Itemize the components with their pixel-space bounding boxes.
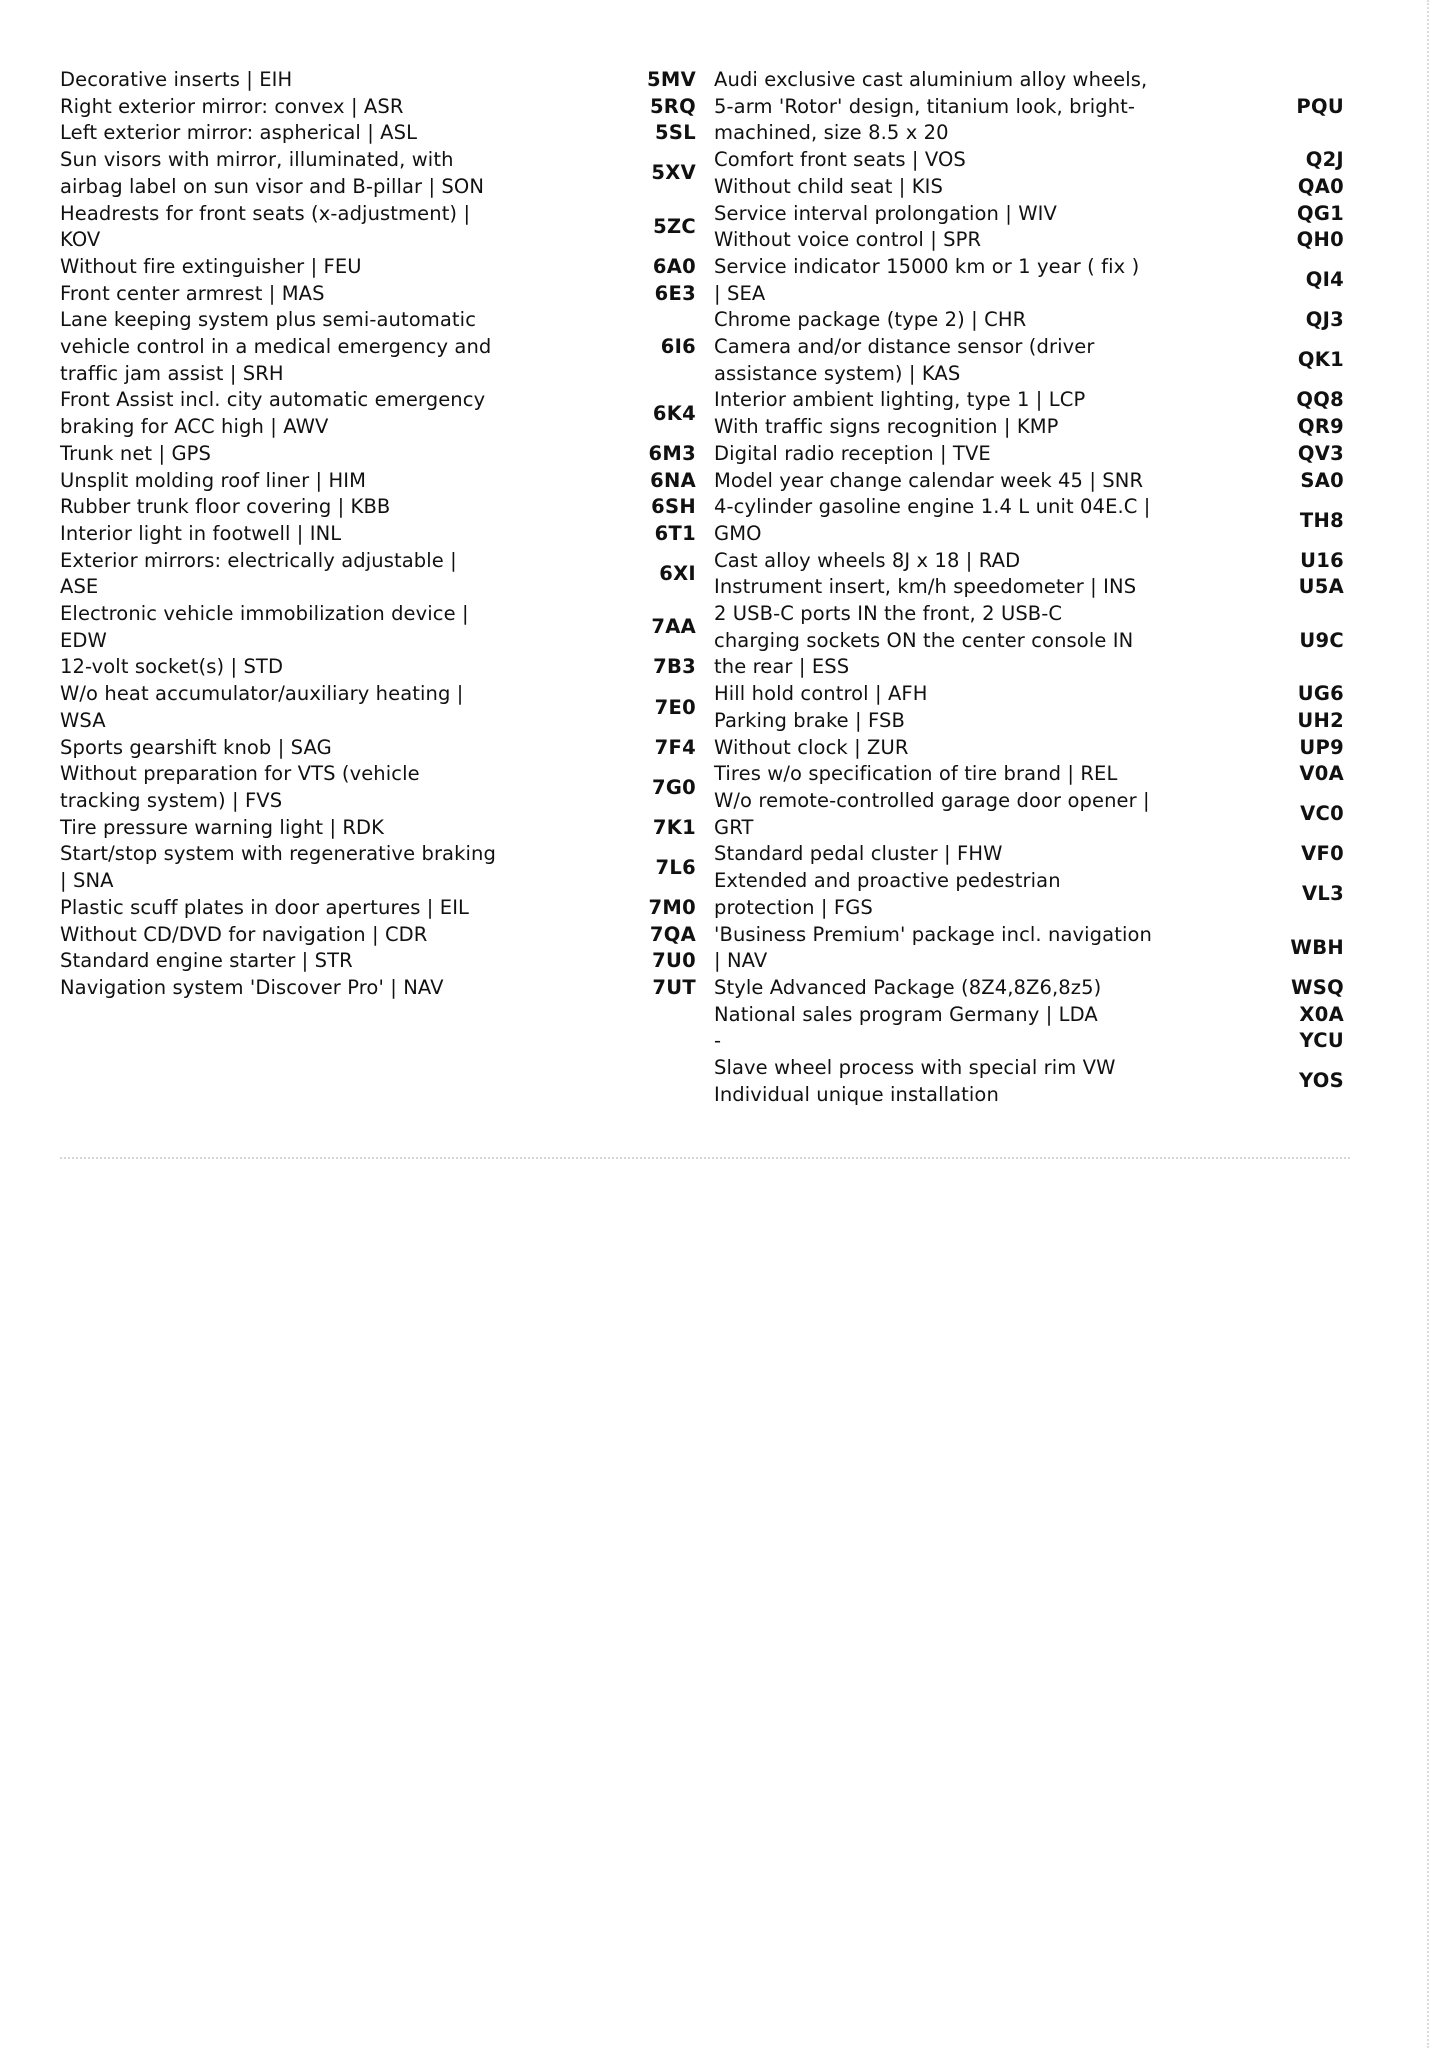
dotted-divider: [60, 1157, 1350, 1159]
scan-edge-line: [1427, 0, 1429, 2048]
equipment-description: Chrome package (type 2) | CHR: [714, 308, 1027, 332]
equipment-code: 7G0: [651, 775, 696, 799]
equipment-description: Slave wheel process with special rim VW Individual unique installation: [714, 1056, 1116, 1106]
equipment-row: [60, 654, 696, 681]
equipment-code: Q2J: [1305, 148, 1344, 172]
equipment-code: U16: [1300, 548, 1344, 572]
equipment-description: Plastic scuff plates in door apertures | EIL: [60, 895, 470, 919]
equipment-row: [714, 414, 1348, 441]
equipment-code: 6M3: [648, 441, 696, 465]
equipment-code: 7UT: [652, 975, 696, 999]
equipment-description: W/o heat accumulator/auxiliary heating | WSA: [60, 682, 464, 732]
equipment-description: Front center armrest | MAS: [60, 281, 325, 305]
equipment-code: 7K1: [652, 815, 696, 839]
equipment-row: [60, 254, 696, 281]
equipment-row: [60, 281, 696, 308]
equipment-row: [714, 922, 1348, 975]
equipment-row: [714, 601, 1348, 681]
equipment-code: 7U0: [652, 949, 696, 973]
equipment-code: 5XV: [651, 161, 696, 185]
equipment-code: 7F4: [654, 735, 696, 759]
equipment-code: UH2: [1297, 708, 1344, 732]
equipment-code: 7E0: [654, 695, 696, 719]
equipment-row: [714, 254, 1348, 307]
equipment-row: [714, 227, 1348, 254]
equipment-row: [714, 735, 1348, 762]
equipment-row: [714, 307, 1348, 334]
equipment-description: Navigation system 'Discover Pro' | NAV: [60, 975, 444, 999]
equipment-description: Decorative inserts | EIH: [60, 68, 293, 91]
equipment-code: UG6: [1297, 682, 1344, 706]
equipment-row: [60, 94, 696, 121]
equipment-code: 7B3: [653, 655, 696, 679]
equipment-code: QV3: [1297, 441, 1344, 465]
equipment-code: YCU: [1299, 1029, 1344, 1053]
equipment-code: 6T1: [654, 521, 696, 545]
equipment-row: [714, 494, 1348, 547]
equipment-description: Unsplit molding roof liner | HIM: [60, 468, 367, 492]
equipment-code: VL3: [1302, 882, 1344, 906]
equipment-description: Exterior mirrors: electrically adjustable | ASE: [60, 548, 457, 599]
equipment-code: VC0: [1300, 802, 1344, 826]
equipment-row: [60, 922, 696, 949]
equipment-code: 5MV: [647, 68, 696, 91]
equipment-code: QJ3: [1305, 308, 1344, 332]
equipment-code: YOS: [1299, 1069, 1344, 1093]
equipment-description: W/o remote-controlled garage door opener | GRT: [714, 788, 1150, 839]
equipment-row: [60, 147, 696, 200]
equipment-description: Model year change calendar week 45 | SNR: [714, 468, 1144, 492]
equipment-description: Headrests for front seats (x-adjustment) | KOV: [60, 201, 471, 252]
equipment-code: 7QA: [649, 922, 696, 946]
equipment-row: [714, 67, 1348, 147]
equipment-code: QH0: [1296, 228, 1344, 252]
equipment-row: [714, 681, 1348, 708]
equipment-row: [60, 521, 696, 548]
equipment-row: [60, 468, 696, 495]
equipment-description: Sports gearshift knob | SAG: [60, 735, 332, 759]
equipment-row: [60, 895, 696, 922]
equipment-row: [714, 201, 1348, 228]
equipment-code: TH8: [1299, 508, 1344, 532]
left-equipment-column: [60, 67, 696, 1002]
equipment-code: QK1: [1297, 348, 1344, 372]
equipment-row: [60, 67, 696, 94]
equipment-description: 'Business Premium' package incl. navigation | NAV: [714, 922, 1152, 973]
equipment-code: VF0: [1301, 842, 1344, 866]
equipment-row: [60, 548, 696, 601]
equipment-code: U9C: [1299, 628, 1344, 652]
equipment-row: [714, 761, 1348, 788]
equipment-row: [714, 334, 1348, 387]
equipment-description: Service indicator 15000 km or 1 year ( fix ) | SEA: [714, 254, 1140, 305]
equipment-description: Service interval prolongation | WIV: [714, 201, 1057, 225]
equipment-row: [714, 975, 1348, 1002]
equipment-code: 6SH: [651, 495, 696, 519]
equipment-row: [714, 174, 1348, 201]
equipment-row: [714, 387, 1348, 414]
equipment-description: Left exterior mirror: aspherical | ASL: [60, 121, 418, 145]
equipment-code: 5RQ: [649, 94, 696, 118]
equipment-description: Start/stop system with regenerative braking | SNA: [60, 842, 496, 893]
equipment-row: [714, 868, 1348, 921]
equipment-row: [714, 468, 1348, 495]
equipment-code: 7M0: [648, 895, 696, 919]
equipment-code: 6A0: [652, 254, 696, 278]
equipment-row: [60, 735, 696, 762]
equipment-row: [60, 761, 696, 814]
equipment-code: QG1: [1296, 201, 1344, 225]
equipment-description: Style Advanced Package (8Z4,8Z6,8z5): [714, 975, 1102, 999]
equipment-description: Trunk net | GPS: [60, 441, 211, 465]
equipment-description: Standard engine starter | STR: [60, 949, 353, 973]
equipment-code: X0A: [1299, 1002, 1344, 1026]
equipment-description: -: [714, 1029, 722, 1053]
equipment-description: Sun visors with mirror, illuminated, with airbag label on sun visor and B-pillar | SON: [60, 148, 485, 198]
equipment-row: [714, 1002, 1348, 1029]
equipment-description: Without voice control | SPR: [714, 228, 982, 252]
equipment-row: [714, 841, 1348, 868]
equipment-code: 7AA: [651, 615, 696, 639]
equipment-description: Right exterior mirror: convex | ASR: [60, 94, 404, 118]
equipment-description: 2 USB-C ports IN the front, 2 USB-C charging sockets ON the center console IN the rear | ESS: [714, 602, 1134, 679]
equipment-description: Hill hold control | AFH: [714, 682, 928, 706]
equipment-row: [714, 441, 1348, 468]
equipment-row: [60, 120, 696, 147]
equipment-code: 5ZC: [653, 214, 696, 238]
equipment-code: 6I6: [660, 335, 696, 359]
equipment-code: QA0: [1297, 174, 1344, 198]
equipment-description: National sales program Germany | LDA: [714, 1002, 1098, 1026]
equipment-description: Without preparation for VTS (vehicle tracking system) | FVS: [60, 762, 420, 812]
equipment-description: Without CD/DVD for navigation | CDR: [60, 922, 428, 946]
equipment-description: Without clock | ZUR: [714, 735, 909, 759]
equipment-description: Without fire extinguisher | FEU: [60, 254, 362, 278]
equipment-code: V0A: [1299, 762, 1344, 786]
equipment-description: Digital radio reception | TVE: [714, 441, 991, 465]
equipment-row: [60, 841, 696, 894]
equipment-description: Standard pedal cluster | FHW: [714, 842, 1003, 866]
equipment-code: QR9: [1297, 415, 1344, 439]
equipment-description: Front Assist incl. city automatic emergency braking for ACC high | AWV: [60, 388, 486, 439]
equipment-description: Without child seat | KIS: [714, 174, 943, 198]
equipment-row: [60, 815, 696, 842]
equipment-code: U5A: [1298, 575, 1344, 599]
equipment-description: With traffic signs recognition | KMP: [714, 415, 1059, 439]
equipment-row: [714, 1055, 1348, 1108]
equipment-code: 7L6: [655, 855, 696, 879]
equipment-description: 4-cylinder gasoline engine 1.4 L unit 04E.C | GMO: [714, 495, 1151, 545]
equipment-row: [60, 681, 696, 734]
equipment-row: [60, 441, 696, 468]
equipment-code: 6XI: [659, 562, 696, 585]
equipment-code: QQ8: [1296, 388, 1344, 412]
equipment-row: [60, 494, 696, 521]
right-equipment-column: [714, 67, 1348, 1108]
equipment-description: Electronic vehicle immobilization device | EDW: [60, 602, 469, 652]
equipment-code: WBH: [1290, 935, 1344, 959]
equipment-description: Instrument insert, km/h speedometer | INS: [714, 575, 1137, 599]
equipment-description: Rubber trunk floor covering | KBB: [60, 495, 391, 519]
equipment-row: [714, 147, 1348, 174]
equipment-row: [714, 574, 1348, 601]
equipment-code: 6NA: [650, 468, 696, 492]
equipment-description: Interior light in footwell | INL: [60, 521, 342, 545]
equipment-description: Audi exclusive cast aluminium alloy wheels, 5-arm 'Rotor' design, titanium look, bright- machined, size 8.5 x 20: [714, 68, 1148, 145]
equipment-description: Comfort front seats | VOS: [714, 148, 966, 172]
equipment-code: 6E3: [654, 281, 696, 305]
equipment-row: [60, 307, 696, 387]
equipment-description: 12-volt socket(s) | STD: [60, 655, 284, 679]
equipment-row: [714, 548, 1348, 575]
equipment-code: UP9: [1299, 735, 1344, 759]
equipment-row: [60, 601, 696, 654]
equipment-description: Camera and/or distance sensor (driver assistance system) | KAS: [714, 335, 1095, 385]
equipment-description: Cast alloy wheels 8J x 18 | RAD: [714, 548, 1021, 572]
equipment-description: Lane keeping system plus semi-automatic vehicle control in a medical emergency and traffic jam assist | SRH: [60, 308, 492, 385]
equipment-description: Tire pressure warning light | RDK: [60, 815, 385, 839]
equipment-row: [60, 948, 696, 975]
equipment-code: 5SL: [655, 121, 696, 145]
equipment-code: QI4: [1305, 268, 1344, 292]
equipment-description: Interior ambient lighting, type 1 | LCP: [714, 388, 1086, 412]
equipment-description: Parking brake | FSB: [714, 708, 905, 732]
equipment-row: [60, 975, 696, 1002]
equipment-code: PQU: [1296, 94, 1344, 118]
equipment-code: 6K4: [652, 401, 696, 425]
equipment-description: Extended and proactive pedestrian protection | FGS: [714, 869, 1061, 919]
equipment-code: SA0: [1300, 468, 1344, 492]
equipment-row: [714, 1028, 1348, 1055]
equipment-row: [714, 708, 1348, 735]
equipment-code: WSQ: [1290, 975, 1344, 999]
equipment-row: [60, 201, 696, 254]
equipment-description: Tires w/o specification of tire brand | REL: [714, 762, 1118, 786]
equipment-row: [60, 387, 696, 440]
equipment-row: [714, 788, 1348, 841]
